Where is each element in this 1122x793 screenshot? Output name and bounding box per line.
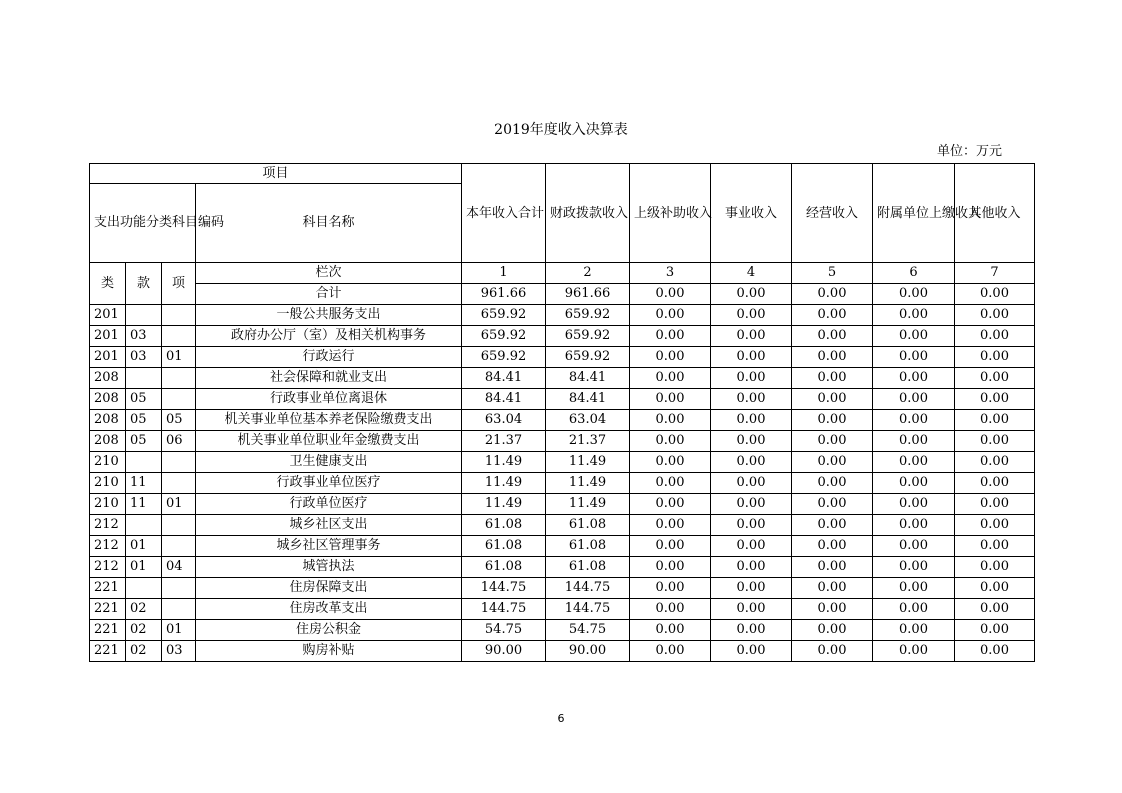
amount-cell: 0.00 bbox=[630, 536, 711, 557]
amount-cell: 0.00 bbox=[955, 494, 1035, 515]
subject-name: 城管执法 bbox=[196, 557, 462, 578]
table-row bbox=[90, 368, 1035, 389]
code-lei: 208 bbox=[90, 389, 126, 410]
amount-cell: 0.00 bbox=[630, 557, 711, 578]
lanci-label: 栏次 bbox=[196, 263, 462, 284]
subject-name: 购房补贴 bbox=[196, 641, 462, 662]
subject-name: 行政运行 bbox=[196, 347, 462, 368]
amount-cell: 0.00 bbox=[955, 515, 1035, 536]
amount-cell: 0.00 bbox=[792, 410, 873, 431]
code-kuan: 01 bbox=[126, 536, 162, 557]
amount-cell: 0.00 bbox=[711, 326, 792, 347]
amount-cell: 11.49 bbox=[462, 452, 546, 473]
code-kuan: 05 bbox=[126, 389, 162, 410]
amount-cell: 61.08 bbox=[462, 557, 546, 578]
amount-cell: 659.92 bbox=[546, 305, 630, 326]
code-lei: 201 bbox=[90, 347, 126, 368]
code-xiang: 01 bbox=[162, 494, 196, 515]
code-lei: 221 bbox=[90, 641, 126, 662]
amount-cell: 0.00 bbox=[955, 410, 1035, 431]
table-row bbox=[90, 473, 1035, 494]
amount-cell: 21.37 bbox=[462, 431, 546, 452]
total-value: 0.00 bbox=[792, 284, 873, 305]
amount-cell: 61.08 bbox=[546, 515, 630, 536]
amount-cell: 0.00 bbox=[711, 389, 792, 410]
amount-cell: 0.00 bbox=[873, 641, 955, 662]
amount-cell: 0.00 bbox=[873, 347, 955, 368]
code-lei: 208 bbox=[90, 368, 126, 389]
amount-cell: 659.92 bbox=[546, 326, 630, 347]
amount-cell: 0.00 bbox=[711, 368, 792, 389]
total-value: 0.00 bbox=[630, 284, 711, 305]
lanci-num: 1 bbox=[462, 263, 546, 284]
code-xiang bbox=[162, 578, 196, 599]
table-row bbox=[90, 494, 1035, 515]
total-row bbox=[90, 284, 1035, 305]
amount-cell: 0.00 bbox=[630, 326, 711, 347]
amount-cell: 0.00 bbox=[873, 431, 955, 452]
code-xiang: 04 bbox=[162, 557, 196, 578]
code-lei: 201 bbox=[90, 326, 126, 347]
amount-cell: 0.00 bbox=[711, 347, 792, 368]
code-kuan: 11 bbox=[126, 473, 162, 494]
amount-cell: 54.75 bbox=[546, 620, 630, 641]
amount-cell: 0.00 bbox=[792, 473, 873, 494]
table-row bbox=[90, 557, 1035, 578]
table-row bbox=[90, 326, 1035, 347]
code-kuan bbox=[126, 578, 162, 599]
amount-cell: 11.49 bbox=[546, 494, 630, 515]
subject-name: 住房保障支出 bbox=[196, 578, 462, 599]
unit-label: 单位：万元 bbox=[936, 144, 1002, 159]
amount-cell: 0.00 bbox=[955, 641, 1035, 662]
amount-cell: 0.00 bbox=[955, 347, 1035, 368]
table-row bbox=[90, 515, 1035, 536]
code-xiang bbox=[162, 515, 196, 536]
code-xiang: 05 bbox=[162, 410, 196, 431]
amount-cell: 0.00 bbox=[955, 578, 1035, 599]
page-number: 6 bbox=[557, 712, 565, 725]
amount-cell: 0.00 bbox=[955, 305, 1035, 326]
amount-cell: 11.49 bbox=[546, 473, 630, 494]
amount-cell: 0.00 bbox=[955, 389, 1035, 410]
code-kuan: 02 bbox=[126, 620, 162, 641]
amount-cell: 84.41 bbox=[546, 368, 630, 389]
code-xiang bbox=[162, 452, 196, 473]
amount-cell: 0.00 bbox=[630, 389, 711, 410]
amount-cell: 0.00 bbox=[630, 599, 711, 620]
code-lei: 221 bbox=[90, 620, 126, 641]
amount-cell: 0.00 bbox=[792, 368, 873, 389]
table-row bbox=[90, 641, 1035, 662]
code-xiang: 01 bbox=[162, 620, 196, 641]
amount-cell: 144.75 bbox=[462, 578, 546, 599]
amount-cell: 0.00 bbox=[873, 389, 955, 410]
code-xiang bbox=[162, 368, 196, 389]
code-kuan bbox=[126, 305, 162, 326]
table-row bbox=[90, 410, 1035, 431]
amount-cell: 0.00 bbox=[792, 557, 873, 578]
code-xiang bbox=[162, 599, 196, 620]
col-header-total: 本年收入合计 bbox=[462, 164, 546, 263]
code-xiang: 06 bbox=[162, 431, 196, 452]
amount-cell: 0.00 bbox=[873, 326, 955, 347]
amount-cell: 54.75 bbox=[462, 620, 546, 641]
table-row bbox=[90, 305, 1035, 326]
amount-cell: 11.49 bbox=[462, 473, 546, 494]
func-class-header: 支出功能分类科目编码 bbox=[90, 184, 196, 263]
amount-cell: 61.08 bbox=[462, 515, 546, 536]
amount-cell: 659.92 bbox=[462, 347, 546, 368]
amount-cell: 0.00 bbox=[630, 347, 711, 368]
amount-cell: 0.00 bbox=[792, 305, 873, 326]
income-table bbox=[89, 163, 1035, 662]
code-lei: 208 bbox=[90, 431, 126, 452]
amount-cell: 0.00 bbox=[955, 473, 1035, 494]
report-title: 2019年度收入决算表 bbox=[494, 122, 628, 138]
amount-cell: 0.00 bbox=[630, 578, 711, 599]
table-row bbox=[90, 620, 1035, 641]
amount-cell: 0.00 bbox=[630, 641, 711, 662]
amount-cell: 61.08 bbox=[546, 557, 630, 578]
total-label: 合计 bbox=[196, 284, 462, 305]
amount-cell: 0.00 bbox=[711, 641, 792, 662]
amount-cell: 0.00 bbox=[711, 431, 792, 452]
lanci-num: 7 bbox=[955, 263, 1035, 284]
header-row-project bbox=[90, 164, 1035, 184]
amount-cell: 0.00 bbox=[630, 515, 711, 536]
amount-cell: 0.00 bbox=[711, 452, 792, 473]
code-kuan: 03 bbox=[126, 326, 162, 347]
code-lei: 221 bbox=[90, 578, 126, 599]
lanci-num: 6 bbox=[873, 263, 955, 284]
code-xiang: 03 bbox=[162, 641, 196, 662]
table-row bbox=[90, 431, 1035, 452]
code-lei: 210 bbox=[90, 452, 126, 473]
amount-cell: 0.00 bbox=[711, 410, 792, 431]
subject-name: 城乡社区管理事务 bbox=[196, 536, 462, 557]
amount-cell: 0.00 bbox=[630, 494, 711, 515]
amount-cell: 21.37 bbox=[546, 431, 630, 452]
amount-cell: 0.00 bbox=[873, 620, 955, 641]
amount-cell: 0.00 bbox=[630, 368, 711, 389]
amount-cell: 84.41 bbox=[546, 389, 630, 410]
code-kuan: 03 bbox=[126, 347, 162, 368]
amount-cell: 0.00 bbox=[711, 578, 792, 599]
total-value: 0.00 bbox=[955, 284, 1035, 305]
amount-cell: 0.00 bbox=[792, 389, 873, 410]
amount-cell: 0.00 bbox=[955, 452, 1035, 473]
col-header-superior: 上级补助收入 bbox=[630, 164, 711, 263]
table-row bbox=[90, 452, 1035, 473]
amount-cell: 0.00 bbox=[873, 410, 955, 431]
amount-cell: 0.00 bbox=[792, 347, 873, 368]
code-lei: 210 bbox=[90, 494, 126, 515]
amount-cell: 0.00 bbox=[792, 452, 873, 473]
code-kuan bbox=[126, 368, 162, 389]
lanci-num: 2 bbox=[546, 263, 630, 284]
code-xiang: 01 bbox=[162, 347, 196, 368]
amount-cell: 0.00 bbox=[711, 494, 792, 515]
amount-cell: 144.75 bbox=[546, 599, 630, 620]
amount-cell: 659.92 bbox=[546, 347, 630, 368]
amount-cell: 0.00 bbox=[792, 599, 873, 620]
amount-cell: 0.00 bbox=[873, 368, 955, 389]
subject-name: 住房改革支出 bbox=[196, 599, 462, 620]
header-row-lanci bbox=[90, 263, 1035, 284]
table-row bbox=[90, 389, 1035, 410]
amount-cell: 90.00 bbox=[546, 641, 630, 662]
amount-cell: 0.00 bbox=[955, 536, 1035, 557]
amount-cell: 0.00 bbox=[711, 620, 792, 641]
amount-cell: 144.75 bbox=[462, 599, 546, 620]
amount-cell: 0.00 bbox=[955, 620, 1035, 641]
amount-cell: 0.00 bbox=[630, 452, 711, 473]
code-lei: 212 bbox=[90, 557, 126, 578]
table-row bbox=[90, 599, 1035, 620]
code-xiang bbox=[162, 305, 196, 326]
amount-cell: 61.08 bbox=[546, 536, 630, 557]
amount-cell: 0.00 bbox=[873, 557, 955, 578]
total-value: 0.00 bbox=[711, 284, 792, 305]
col-header-operating: 经营收入 bbox=[792, 164, 873, 263]
amount-cell: 84.41 bbox=[462, 389, 546, 410]
total-value: 961.66 bbox=[546, 284, 630, 305]
amount-cell: 0.00 bbox=[873, 305, 955, 326]
total-value: 961.66 bbox=[462, 284, 546, 305]
amount-cell: 0.00 bbox=[873, 452, 955, 473]
code-kuan: 05 bbox=[126, 431, 162, 452]
col-header-other: 其他收入 bbox=[955, 164, 1035, 263]
amount-cell: 0.00 bbox=[630, 431, 711, 452]
amount-cell: 0.00 bbox=[955, 368, 1035, 389]
code-lei: 212 bbox=[90, 515, 126, 536]
amount-cell: 61.08 bbox=[462, 536, 546, 557]
subject-name: 社会保障和就业支出 bbox=[196, 368, 462, 389]
table-row bbox=[90, 578, 1035, 599]
col-header-fiscal: 财政拨款收入 bbox=[546, 164, 630, 263]
kuan-header: 款 bbox=[126, 263, 162, 305]
amount-cell: 659.92 bbox=[462, 305, 546, 326]
project-header: 项目 bbox=[90, 164, 462, 184]
amount-cell: 0.00 bbox=[711, 515, 792, 536]
lanci-num: 5 bbox=[792, 263, 873, 284]
code-lei: 221 bbox=[90, 599, 126, 620]
code-kuan bbox=[126, 452, 162, 473]
amount-cell: 0.00 bbox=[792, 494, 873, 515]
subject-name: 机关事业单位基本养老保险缴费支出 bbox=[196, 410, 462, 431]
code-lei: 208 bbox=[90, 410, 126, 431]
total-value: 0.00 bbox=[873, 284, 955, 305]
amount-cell: 0.00 bbox=[792, 431, 873, 452]
col-header-affiliate: 附属单位上缴收入 bbox=[873, 164, 955, 263]
col-header-business: 事业收入 bbox=[711, 164, 792, 263]
code-xiang bbox=[162, 326, 196, 347]
amount-cell: 90.00 bbox=[462, 641, 546, 662]
amount-cell: 0.00 bbox=[792, 620, 873, 641]
subject-name-header: 科目名称 bbox=[196, 184, 462, 263]
code-kuan: 11 bbox=[126, 494, 162, 515]
amount-cell: 0.00 bbox=[630, 620, 711, 641]
amount-cell: 0.00 bbox=[711, 305, 792, 326]
amount-cell: 0.00 bbox=[873, 515, 955, 536]
code-lei: 210 bbox=[90, 473, 126, 494]
subject-name: 住房公积金 bbox=[196, 620, 462, 641]
subject-name: 行政事业单位离退休 bbox=[196, 389, 462, 410]
amount-cell: 0.00 bbox=[711, 599, 792, 620]
lei-header: 类 bbox=[90, 263, 126, 305]
amount-cell: 0.00 bbox=[711, 557, 792, 578]
code-xiang bbox=[162, 473, 196, 494]
amount-cell: 0.00 bbox=[873, 578, 955, 599]
amount-cell: 0.00 bbox=[792, 578, 873, 599]
xiang-header: 项 bbox=[162, 263, 196, 305]
amount-cell: 0.00 bbox=[955, 599, 1035, 620]
code-lei: 201 bbox=[90, 305, 126, 326]
code-kuan: 01 bbox=[126, 557, 162, 578]
amount-cell: 63.04 bbox=[546, 410, 630, 431]
subject-name: 行政单位医疗 bbox=[196, 494, 462, 515]
amount-cell: 0.00 bbox=[955, 557, 1035, 578]
code-kuan: 05 bbox=[126, 410, 162, 431]
code-kuan: 02 bbox=[126, 599, 162, 620]
amount-cell: 0.00 bbox=[873, 494, 955, 515]
subject-name: 一般公共服务支出 bbox=[196, 305, 462, 326]
subject-name: 机关事业单位职业年金缴费支出 bbox=[196, 431, 462, 452]
table-row bbox=[90, 536, 1035, 557]
code-lei: 212 bbox=[90, 536, 126, 557]
amount-cell: 0.00 bbox=[792, 536, 873, 557]
code-xiang bbox=[162, 389, 196, 410]
amount-cell: 0.00 bbox=[873, 536, 955, 557]
subject-name: 政府办公厅（室）及相关机构事务 bbox=[196, 326, 462, 347]
amount-cell: 0.00 bbox=[873, 473, 955, 494]
table-row bbox=[90, 347, 1035, 368]
amount-cell: 84.41 bbox=[462, 368, 546, 389]
amount-cell: 0.00 bbox=[630, 473, 711, 494]
code-kuan: 02 bbox=[126, 641, 162, 662]
amount-cell: 659.92 bbox=[462, 326, 546, 347]
amount-cell: 11.49 bbox=[462, 494, 546, 515]
amount-cell: 0.00 bbox=[955, 431, 1035, 452]
amount-cell: 144.75 bbox=[546, 578, 630, 599]
amount-cell: 0.00 bbox=[792, 515, 873, 536]
subject-name: 行政事业单位医疗 bbox=[196, 473, 462, 494]
amount-cell: 11.49 bbox=[546, 452, 630, 473]
lanci-num: 3 bbox=[630, 263, 711, 284]
amount-cell: 0.00 bbox=[630, 410, 711, 431]
amount-cell: 0.00 bbox=[955, 326, 1035, 347]
amount-cell: 0.00 bbox=[711, 473, 792, 494]
lanci-num: 4 bbox=[711, 263, 792, 284]
amount-cell: 0.00 bbox=[711, 536, 792, 557]
subject-name: 城乡社区支出 bbox=[196, 515, 462, 536]
amount-cell: 0.00 bbox=[873, 599, 955, 620]
subject-name: 卫生健康支出 bbox=[196, 452, 462, 473]
code-kuan bbox=[126, 515, 162, 536]
amount-cell: 63.04 bbox=[462, 410, 546, 431]
code-xiang bbox=[162, 536, 196, 557]
amount-cell: 0.00 bbox=[792, 641, 873, 662]
amount-cell: 0.00 bbox=[630, 305, 711, 326]
amount-cell: 0.00 bbox=[792, 326, 873, 347]
